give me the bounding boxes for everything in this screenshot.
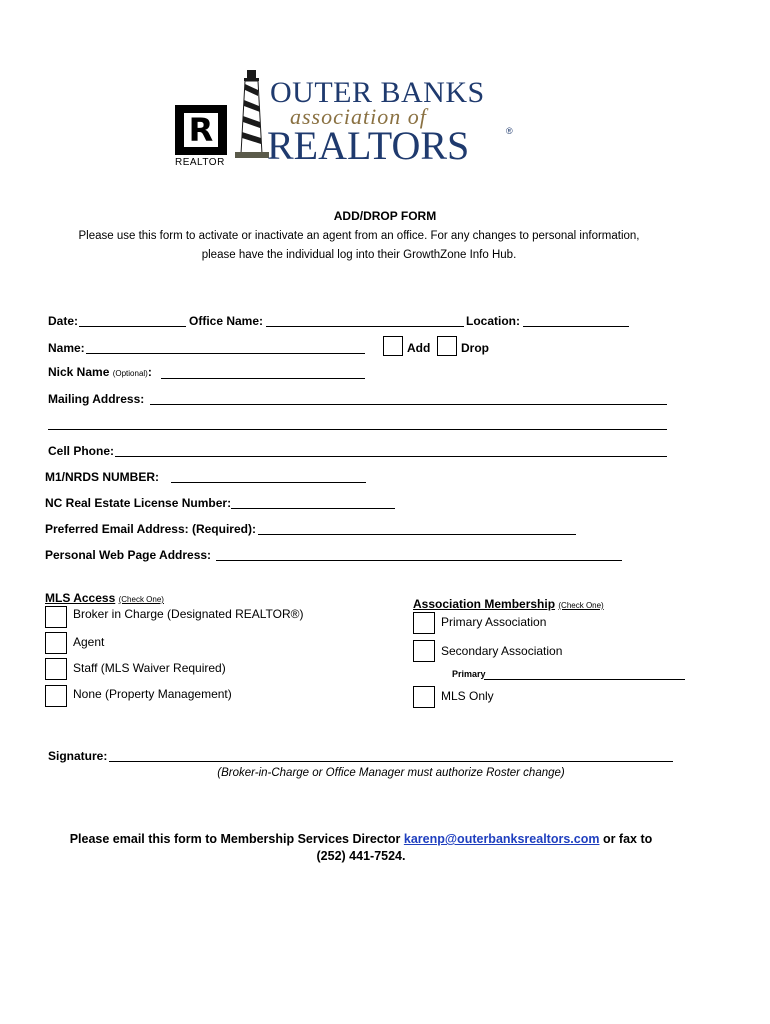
nc-license-field[interactable] bbox=[231, 508, 395, 509]
primary-association-checkbox[interactable] bbox=[413, 612, 435, 634]
mls-option-none: None (Property Management) bbox=[73, 687, 232, 701]
secondary-association-label: Secondary Association bbox=[441, 644, 563, 658]
realtor-r-icon: R bbox=[175, 105, 227, 155]
mls-access-heading: MLS Access (Check One) bbox=[45, 591, 164, 605]
m1-nrds-label: M1/NRDS NUMBER: bbox=[45, 470, 159, 484]
name-field[interactable] bbox=[86, 353, 365, 354]
footer-line-1: Please email this form to Membership Services Director karenp@outerbanksrealtors.com or fax to bbox=[69, 832, 653, 846]
secondary-association-checkbox[interactable] bbox=[413, 640, 435, 662]
mls-staff-checkbox[interactable] bbox=[45, 658, 67, 680]
mls-option-broker: Broker in Charge (Designated REALTOR®) bbox=[73, 607, 304, 621]
email-field[interactable] bbox=[258, 534, 576, 535]
mls-broker-checkbox[interactable] bbox=[45, 606, 67, 628]
intro-line-2: please have the individual log into their GrowthZone Info Hub. bbox=[201, 249, 517, 261]
add-label: Add bbox=[407, 341, 431, 355]
logo-outer-banks: OUTER BANKS bbox=[270, 76, 485, 109]
mls-none-checkbox[interactable] bbox=[45, 685, 67, 707]
location-field[interactable] bbox=[523, 326, 629, 327]
cell-phone-field[interactable] bbox=[115, 456, 667, 457]
web-page-field[interactable] bbox=[216, 560, 622, 561]
signature-note: (Broker-in-Charge or Office Manager must authorize Roster change) bbox=[217, 767, 565, 779]
mls-agent-checkbox[interactable] bbox=[45, 632, 67, 654]
footer-fax: (252) 441-7524. bbox=[316, 849, 406, 863]
cell-phone-label: Cell Phone: bbox=[48, 444, 115, 458]
email-label: Preferred Email Address: (Required): bbox=[45, 522, 256, 536]
form-title: ADD/DROP FORM bbox=[333, 209, 437, 223]
lighthouse-icon bbox=[232, 66, 272, 164]
primary-association-name-field[interactable] bbox=[484, 679, 685, 680]
mls-only-checkbox[interactable] bbox=[413, 686, 435, 708]
office-name-label: Office Name: bbox=[189, 314, 264, 328]
name-label: Name: bbox=[48, 341, 85, 355]
nc-license-label: NC Real Estate License Number: bbox=[45, 496, 232, 510]
location-label: Location: bbox=[466, 314, 520, 328]
signature-label: Signature: bbox=[48, 749, 108, 763]
logo-realtors: REALTORS bbox=[267, 123, 470, 168]
drop-checkbox[interactable] bbox=[437, 336, 457, 356]
m1-nrds-field[interactable] bbox=[171, 482, 366, 483]
drop-label: Drop bbox=[461, 341, 489, 355]
primary-small-label: Primary bbox=[452, 669, 486, 679]
date-label: Date: bbox=[48, 314, 79, 328]
logo-registered-mark: ® bbox=[506, 126, 513, 136]
add-checkbox[interactable] bbox=[383, 336, 403, 356]
mailing-address-field-line-2[interactable] bbox=[48, 429, 667, 430]
association-heading: Association Membership (Check One) bbox=[413, 597, 604, 611]
mailing-address-field[interactable] bbox=[150, 404, 667, 405]
primary-association-label: Primary Association bbox=[441, 615, 547, 629]
office-name-field[interactable] bbox=[266, 326, 464, 327]
signature-field[interactable] bbox=[109, 761, 673, 762]
web-page-label: Personal Web Page Address: bbox=[45, 548, 212, 562]
intro-line-1: Please use this form to activate or inactivate an agent from an office. For any changes to personal information, bbox=[78, 230, 640, 242]
mls-only-label: MLS Only bbox=[441, 689, 494, 703]
mailing-address-label: Mailing Address: bbox=[48, 392, 145, 406]
nick-name-field[interactable] bbox=[161, 378, 365, 379]
realtor-wordmark: REALTOR bbox=[175, 157, 225, 168]
logo-association-of: association of bbox=[290, 104, 427, 129]
date-field[interactable] bbox=[79, 326, 186, 327]
nick-name-label: Nick Name (Optional): bbox=[48, 365, 152, 379]
mls-option-agent: Agent bbox=[73, 635, 105, 649]
membership-email-link[interactable]: karenp@outerbanksrealtors.com bbox=[403, 832, 600, 846]
mls-option-staff: Staff (MLS Waiver Required) bbox=[73, 661, 226, 675]
